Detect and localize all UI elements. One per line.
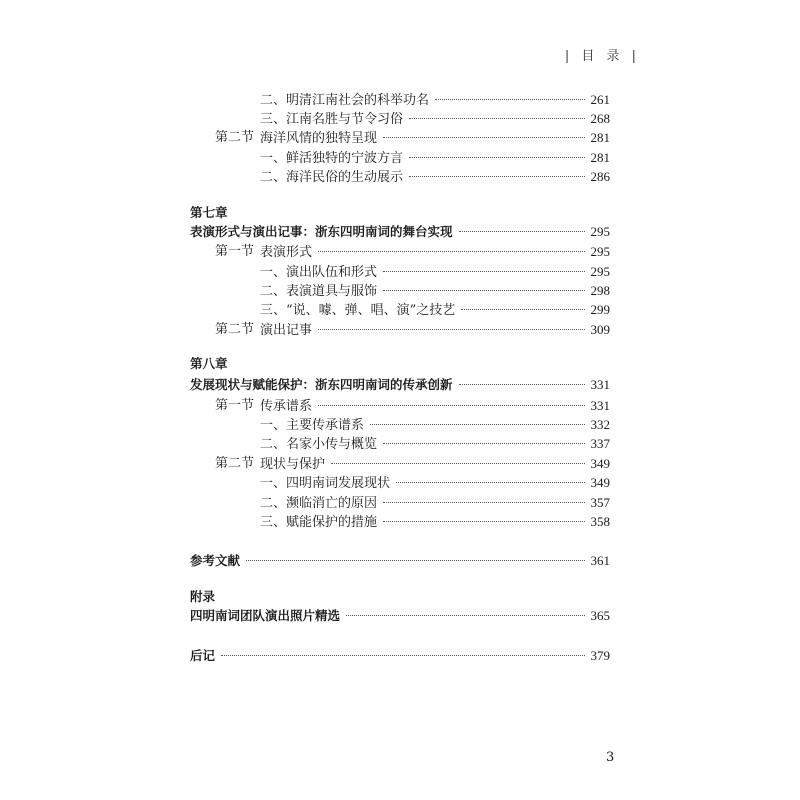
entry-page-number: 379 xyxy=(590,648,610,663)
entry-page-number: 299 xyxy=(590,302,610,317)
entry-page-number: 365 xyxy=(590,608,610,623)
entry-page-number: 298 xyxy=(590,283,610,298)
entry-page-number: 286 xyxy=(590,169,610,184)
dot-leader xyxy=(383,290,584,291)
dot-leader xyxy=(409,118,584,119)
toc-entry[interactable] xyxy=(190,396,610,416)
entry-title: 演出记事 xyxy=(260,323,313,338)
dot-leader xyxy=(318,251,584,252)
toc-entry[interactable] xyxy=(190,262,610,282)
dot-leader xyxy=(459,384,585,385)
section-number: 第一节 xyxy=(215,398,255,413)
entry-title: 三、“说、噱、弹、唱、演”之技艺 xyxy=(260,303,456,318)
dot-leader xyxy=(383,137,584,138)
dot-leader xyxy=(318,405,584,406)
chapter-title: 发展现状与赋能保护：浙东四明南词的传承创新 xyxy=(190,377,453,392)
toc-entry[interactable] xyxy=(190,242,610,262)
entry-title: 一、四明南词发展现状 xyxy=(260,476,391,491)
entry-title: 三、赋能保护的措施 xyxy=(260,515,378,530)
entry-title: 一、鲜活独特的宁波方言 xyxy=(260,151,404,166)
toc-references-entry[interactable] xyxy=(190,551,610,571)
entry-title: 表演形式 xyxy=(260,245,313,260)
toc-entry[interactable] xyxy=(190,454,610,474)
dot-leader xyxy=(346,615,584,616)
entry-title: 二、明清江南社会的科举功名 xyxy=(260,93,430,108)
section-number: 第一节 xyxy=(215,244,255,259)
dot-leader xyxy=(246,560,584,561)
dot-leader xyxy=(435,99,584,100)
toc-entry[interactable] xyxy=(190,473,610,493)
entry-page-number: 295 xyxy=(590,224,610,239)
toc-entry[interactable] xyxy=(190,109,610,129)
dot-leader xyxy=(383,271,584,272)
dot-leader xyxy=(221,655,584,656)
entry-page-number: 337 xyxy=(590,436,610,451)
dot-leader xyxy=(370,424,584,425)
entry-title: 二、表演道具与服饰 xyxy=(260,284,378,299)
entry-page-number: 261 xyxy=(590,92,610,107)
section-number: 第二节 xyxy=(215,130,255,145)
toc-entry[interactable] xyxy=(190,128,610,148)
entry-page-number: 331 xyxy=(590,398,610,413)
toc-appendix-entry[interactable] xyxy=(190,606,610,626)
toc-afterword-entry[interactable] xyxy=(190,646,610,666)
dot-leader xyxy=(383,443,584,444)
toc-entry[interactable] xyxy=(190,320,610,340)
toc-entry[interactable] xyxy=(190,493,610,513)
toc-entry[interactable] xyxy=(190,434,610,454)
page-number: 3 xyxy=(606,750,615,765)
dot-leader xyxy=(396,482,584,483)
running-header: | 目 录 | xyxy=(564,49,640,64)
entry-title: 一、主要传承谱系 xyxy=(260,418,365,433)
entry-page-number: 281 xyxy=(590,150,610,165)
entry-page-number: 309 xyxy=(590,322,610,337)
entry-page-number: 361 xyxy=(590,553,610,568)
dot-leader xyxy=(383,521,584,522)
entry-page-number: 295 xyxy=(590,244,610,259)
dot-leader xyxy=(383,502,584,503)
toc-entry[interactable] xyxy=(190,148,610,168)
entry-title: 一、演出队伍和形式 xyxy=(260,265,378,280)
afterword-title: 后记 xyxy=(190,648,216,663)
entry-title: 二、海洋民俗的生动展示 xyxy=(260,170,404,185)
entry-title: 二、濒临消亡的原因 xyxy=(260,496,378,511)
entry-page-number: 331 xyxy=(590,377,610,392)
entry-page-number: 332 xyxy=(590,417,610,432)
dot-leader xyxy=(409,176,584,177)
section-number: 第二节 xyxy=(215,456,255,471)
toc-entry[interactable] xyxy=(190,281,610,301)
entry-title: 传承谱系 xyxy=(260,399,313,414)
toc-chapter-entry[interactable] xyxy=(190,375,610,395)
references-title: 参考文献 xyxy=(190,553,241,568)
entry-title: 二、名家小传与概览 xyxy=(260,437,378,452)
appendix-heading: 附录 xyxy=(190,589,216,604)
entry-page-number: 268 xyxy=(590,111,610,126)
appendix-title: 四明南词团队演出照片精选 xyxy=(190,608,341,623)
dot-leader xyxy=(318,329,584,330)
section-number: 第二节 xyxy=(215,322,255,337)
entry-page-number: 357 xyxy=(590,495,610,510)
dot-leader xyxy=(409,157,584,158)
toc-entry[interactable] xyxy=(190,512,610,532)
entry-title: 现状与保护 xyxy=(260,457,326,472)
toc-entry[interactable] xyxy=(190,167,610,187)
entry-page-number: 349 xyxy=(590,475,610,490)
dot-leader xyxy=(331,463,584,464)
dot-leader xyxy=(461,309,584,310)
toc-chapter-entry[interactable] xyxy=(190,222,610,242)
toc-entry[interactable] xyxy=(190,300,610,320)
entry-page-number: 295 xyxy=(590,264,610,279)
chapter-heading: 第七章 xyxy=(190,205,228,220)
toc-entry[interactable] xyxy=(190,90,610,110)
chapter-title: 表演形式与演出记事：浙东四明南词的舞台实现 xyxy=(190,224,453,239)
entry-page-number: 349 xyxy=(590,456,610,471)
entry-title: 三、江南名胜与节令习俗 xyxy=(260,112,404,127)
entry-title: 海洋风情的独特呈现 xyxy=(260,131,378,146)
entry-page-number: 281 xyxy=(590,130,610,145)
toc-entry[interactable] xyxy=(190,415,610,435)
entry-page-number: 358 xyxy=(590,514,610,529)
dot-leader xyxy=(459,231,585,232)
chapter-heading: 第八章 xyxy=(190,356,228,371)
